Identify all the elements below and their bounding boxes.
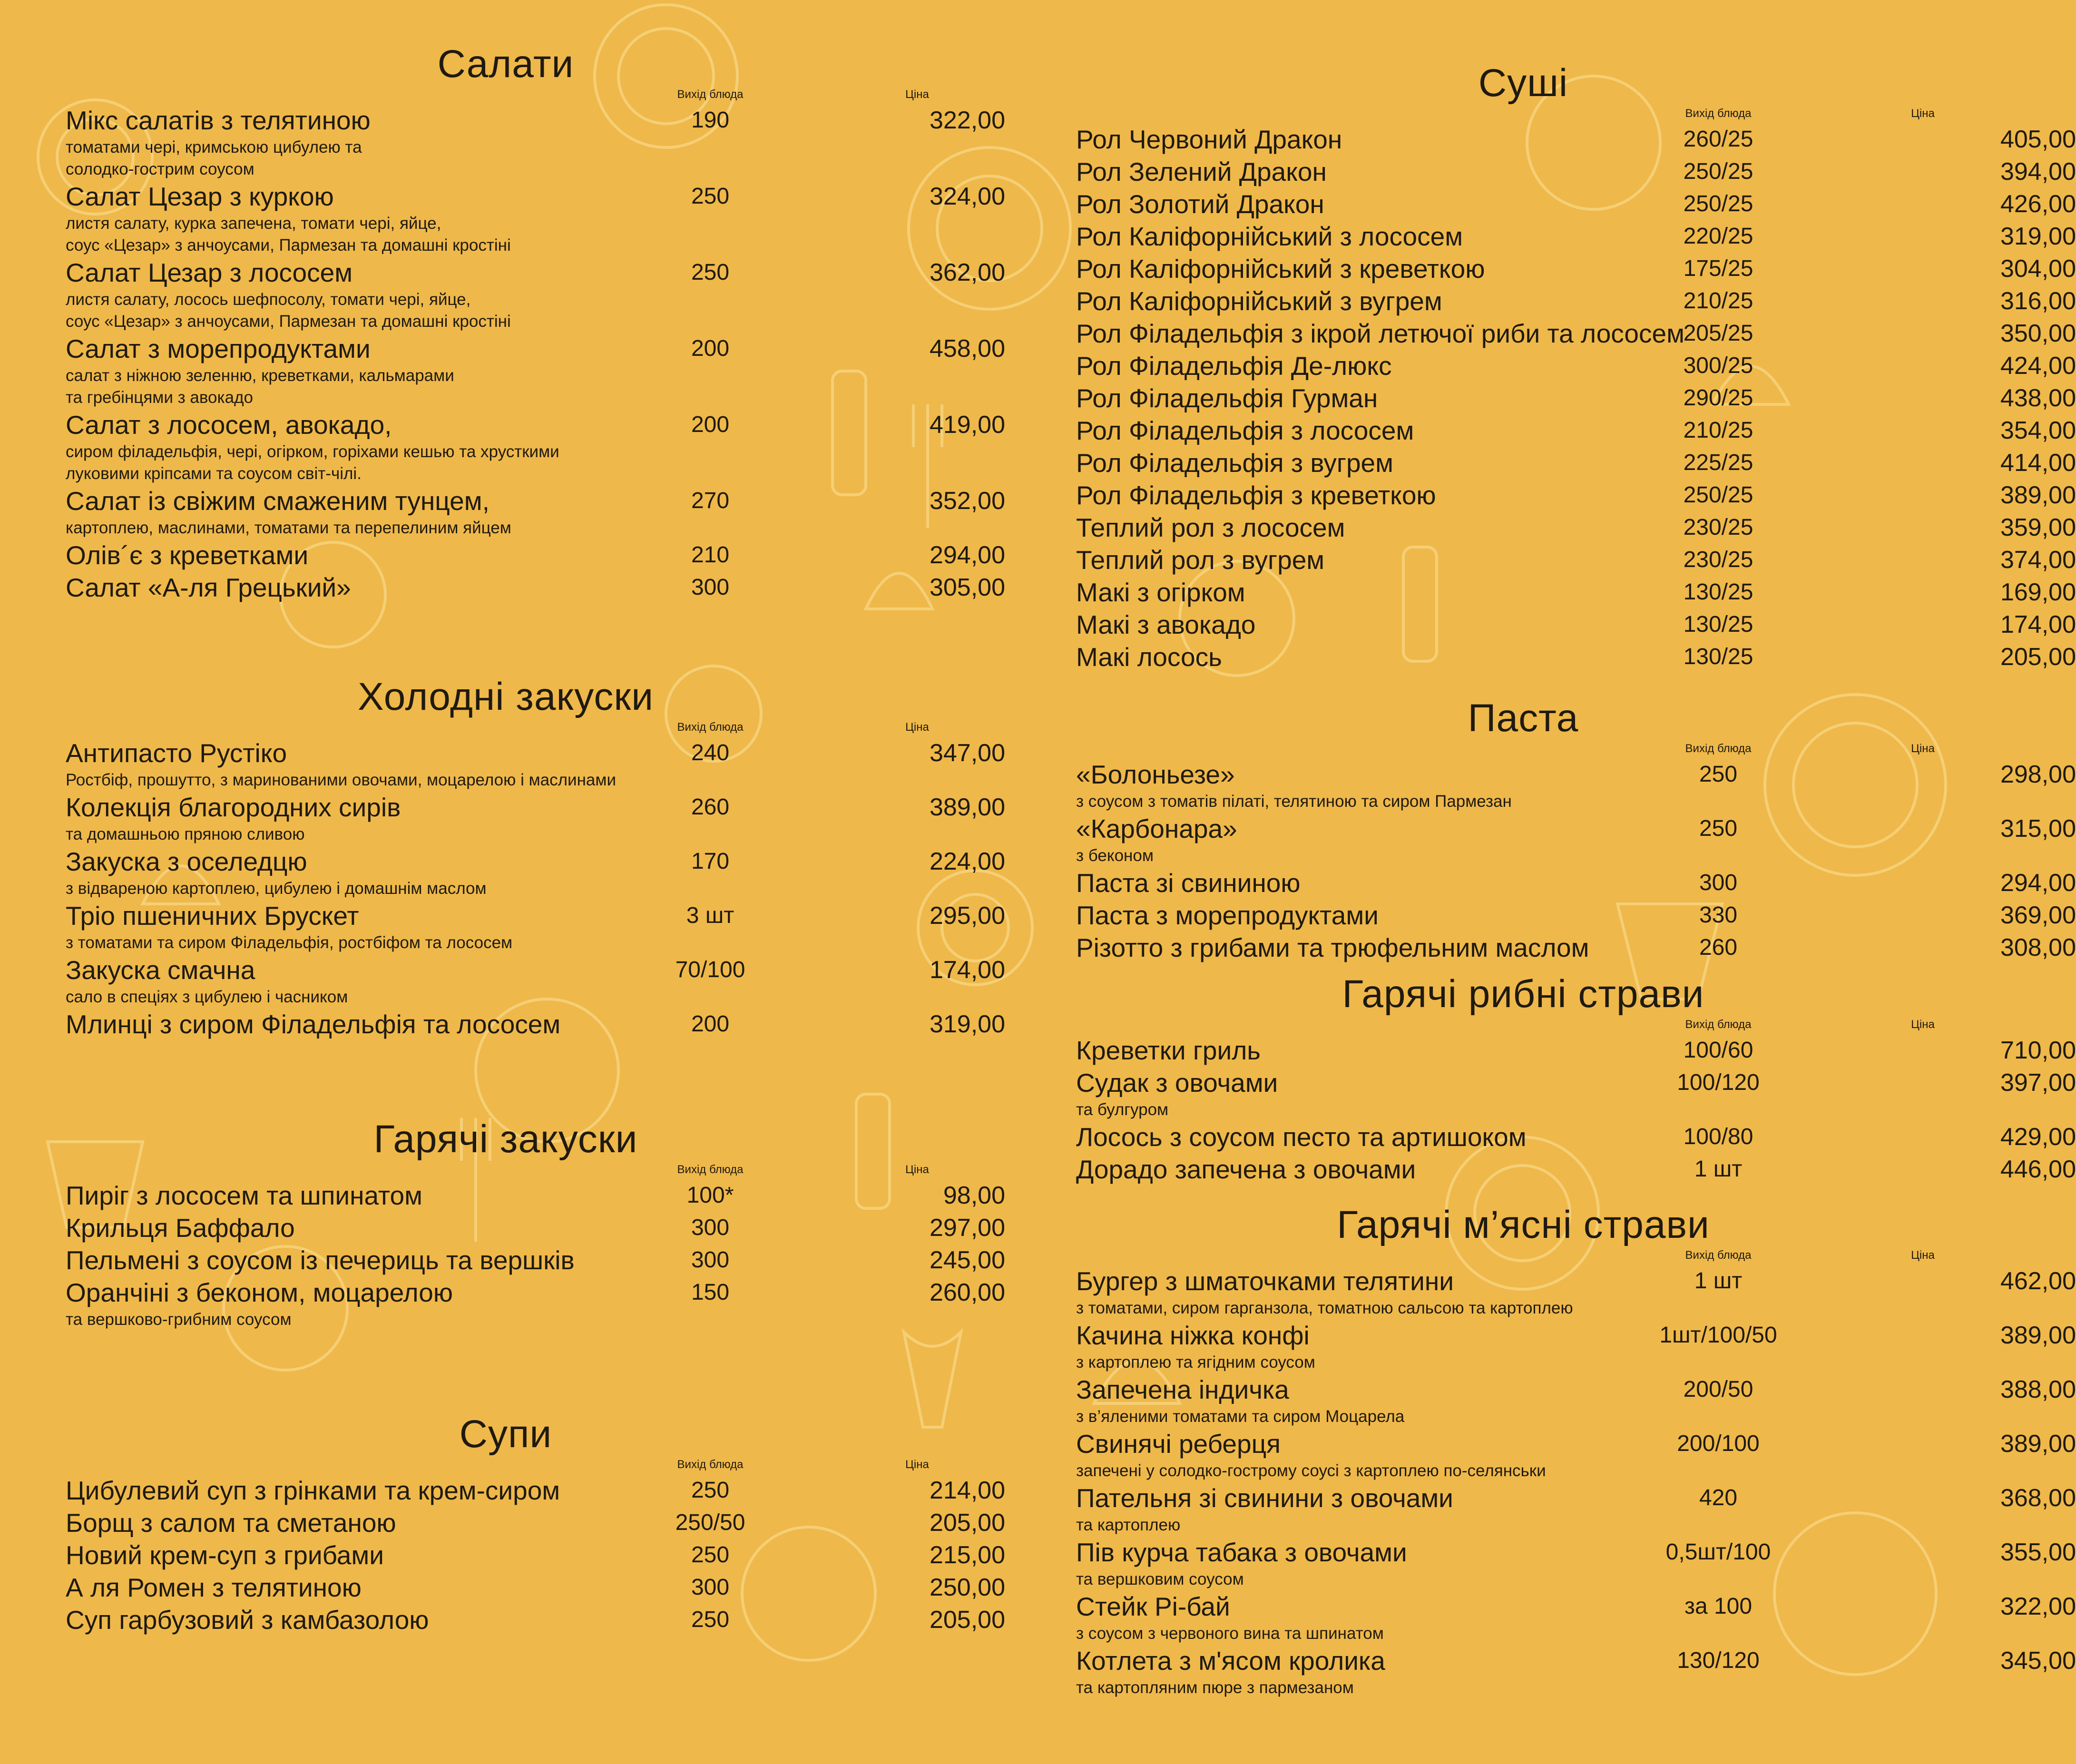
section-title: Суші [1478, 61, 1568, 105]
column-headers [1076, 742, 1970, 758]
dish-name: Закуска смачна [66, 955, 255, 985]
dish-price: 458,00 [929, 335, 1005, 363]
dish-name: Рол Золотий Дракон [1076, 189, 1324, 219]
dish-description: картоплею, маслинами, томатами та перепелиним яйцем [66, 519, 511, 537]
dish-weight: 250 [1699, 762, 1738, 787]
dish-name: Рол Зелений Дракон [1076, 157, 1327, 186]
dish-description: з в’яленими томатами та сиром Моцарела [1076, 1407, 1405, 1426]
dish-weight: за 100 [1684, 1594, 1753, 1619]
dish-name: Оранчіні з беконом, моцарелою [66, 1278, 453, 1307]
dish-name: Судак з овочами [1076, 1068, 1278, 1098]
weight-column-header: Вихід блюда [1685, 1018, 1752, 1031]
menu-item [66, 900, 1005, 954]
dish-name: Олів´є з креветками [66, 540, 309, 570]
dish-name: Дорадо запечена з овочами [1076, 1155, 1416, 1184]
dish-name: Тріо пшеничних Брускет [66, 901, 359, 931]
dish-price: 324,00 [929, 183, 1005, 210]
menu-item [1076, 608, 2076, 641]
dish-weight: 250 [691, 184, 730, 209]
dish-name: Салат Цезар з куркою [66, 182, 334, 211]
dish-description: та картоплею [1076, 1516, 1181, 1534]
dish-weight: 210/25 [1683, 288, 1753, 314]
dish-price: 260,00 [929, 1279, 1005, 1306]
dish-price: 446,00 [2000, 1156, 2076, 1183]
dish-name: Крильця Баффало [66, 1213, 295, 1243]
dish-weight: 170 [691, 849, 730, 874]
dish-price: 414,00 [2000, 449, 2076, 477]
dish-price: 215,00 [929, 1541, 1005, 1569]
dish-description: салат з нiжною зеленню, креветками, кальмарами [66, 366, 454, 385]
dish-weight: 1 шт [1694, 1156, 1743, 1182]
dish-weight: 230/25 [1683, 515, 1753, 540]
dish-name: Лосось з соусом песто та артишоком [1076, 1122, 1527, 1152]
dish-weight: 1 шт [1694, 1268, 1743, 1294]
dish-weight: 210 [691, 542, 730, 568]
dish-name: Пиріг з лососем та шпинатом [66, 1181, 422, 1210]
dish-weight: 210/25 [1683, 418, 1753, 443]
dish-price: 298,00 [2000, 761, 2076, 788]
section-sushi [1076, 59, 2076, 673]
dish-price: 388,00 [2000, 1376, 2076, 1403]
menu-item [66, 737, 1005, 791]
dish-name: Запечена індичка [1076, 1375, 1289, 1404]
dish-price: 322,00 [2000, 1593, 2076, 1620]
dish-price: 368,00 [2000, 1484, 2076, 1512]
dish-weight: 200/50 [1683, 1377, 1753, 1402]
dish-weight: 130/25 [1683, 579, 1753, 605]
dish-description: з беконом [1076, 846, 1154, 865]
menu-item [1076, 220, 2076, 253]
menu-item [1076, 544, 2076, 576]
dish-name: Стейк Рі-бай [1076, 1592, 1230, 1621]
section-hot-meat [1076, 1201, 2076, 1699]
dish-weight: 260/25 [1683, 127, 1753, 152]
dish-price: 174,00 [2000, 611, 2076, 638]
menu-item [66, 1604, 1005, 1636]
dish-price: 294,00 [2000, 869, 2076, 897]
dish-description: та картопляним пюре з пармезаном [1076, 1678, 1354, 1697]
menu-item [66, 256, 1005, 333]
section-hot-appetizers [66, 1116, 1005, 1331]
dish-name: А ля Ромен з телятиною [66, 1573, 362, 1602]
dish-weight: 420 [1699, 1485, 1738, 1510]
dish-price: 710,00 [2000, 1037, 2076, 1064]
dish-description: з томатами та сиром Фiладельфiя, ростбiфом та лососем [66, 933, 513, 952]
dish-description: томатами черi, кримською цибулею та [66, 138, 362, 157]
price-column-header: Ціна [905, 88, 929, 101]
dish-name: Бургер з шматочками телятини [1076, 1266, 1454, 1296]
dish-price: 205,00 [929, 1606, 1005, 1634]
column-headers [66, 1163, 946, 1179]
dish-weight: 300/25 [1683, 353, 1753, 378]
dish-description: листя салату, курка запечена, томати черi, яйце, [66, 214, 441, 233]
dish-weight: 225/25 [1683, 450, 1753, 475]
dish-description: сиром фiладельфiя, черi, огiрком, горiхами кешью та хрусткими [66, 442, 559, 461]
menu-item [66, 845, 1005, 900]
dish-weight: 200 [691, 1011, 730, 1037]
dish-weight: 200/100 [1677, 1431, 1760, 1456]
menu-item [1076, 253, 2076, 285]
dish-price: 214,00 [929, 1477, 1005, 1504]
dish-description: та гребiнцями з авокадо [66, 388, 253, 407]
menu-item [1076, 447, 2076, 479]
weight-column-header: Вихід блюда [677, 1458, 744, 1471]
section-title: Гарячі закуски [373, 1117, 638, 1161]
dish-name: Креветки гриль [1076, 1036, 1261, 1065]
dish-price: 169,00 [2000, 578, 2076, 606]
menu-item [1076, 867, 2076, 899]
dish-weight: 1шт/100/50 [1659, 1323, 1777, 1348]
dish-price: 352,00 [929, 487, 1005, 515]
menu-item [66, 539, 1005, 571]
dish-price: 316,00 [2000, 287, 2076, 315]
section-hot-fish [1076, 970, 2076, 1186]
dish-name: Рол Філадельфія Де-люкс [1076, 351, 1392, 381]
dish-description: та домашньою пряною сливою [66, 825, 305, 843]
menu-item [66, 1008, 1005, 1040]
dish-price: 98,00 [943, 1182, 1005, 1209]
menu-item [66, 1244, 1005, 1276]
dish-price: 245,00 [929, 1246, 1005, 1274]
dish-name: Антипасто Рустіко [66, 738, 287, 768]
dish-price: 294,00 [929, 541, 1005, 569]
dish-name: Пів курча табака з овочами [1076, 1538, 1407, 1567]
dish-name: Пательня зі свинини з овочами [1076, 1483, 1453, 1513]
dish-price: 304,00 [2000, 255, 2076, 283]
menu-item [1076, 350, 2076, 382]
dish-weight: 130/25 [1683, 644, 1753, 669]
dish-weight: 290/25 [1683, 385, 1753, 411]
dish-name: Різотто з грибами та трюфельним маслом [1076, 933, 1589, 962]
dish-name: Рол Філадельфія з креветкою [1076, 480, 1436, 510]
dish-price: 250,00 [929, 1574, 1005, 1601]
dish-description: та булгуром [1076, 1100, 1169, 1119]
dish-weight: 100* [686, 1183, 734, 1208]
dish-price: 315,00 [2000, 815, 2076, 843]
dish-price: 347,00 [929, 739, 1005, 767]
dish-name: Млинці з сиром Філадельфія та лососем [66, 1009, 561, 1039]
dish-name: Теплий рол з лососем [1076, 513, 1345, 542]
dish-weight: 200 [691, 336, 730, 361]
dish-weight: 130/120 [1677, 1648, 1760, 1673]
dish-weight: 220/25 [1683, 224, 1753, 249]
dish-price: 419,00 [929, 411, 1005, 439]
dish-price: 305,00 [929, 574, 1005, 601]
dish-price: 462,00 [2000, 1267, 2076, 1295]
dish-price: 424,00 [2000, 352, 2076, 380]
column-headers [1076, 1249, 1970, 1265]
dish-description: з вiдвареною картоплею, цибулею i домашнiм маслом [66, 879, 487, 898]
dish-price: 308,00 [2000, 934, 2076, 961]
menu-item [66, 104, 1005, 180]
weight-column-header: Вихід блюда [677, 88, 744, 101]
column-headers [66, 1458, 946, 1474]
dish-name: Рол Філадельфія з вугрем [1076, 448, 1393, 478]
menu-item [1076, 1428, 2076, 1482]
dish-name: Теплий рол з вугрем [1076, 545, 1325, 575]
dish-weight: 270 [691, 488, 730, 513]
menu-item [1076, 1482, 2076, 1536]
dish-name: Качина ніжка конфі [1076, 1321, 1310, 1350]
dish-price: 394,00 [2000, 158, 2076, 186]
price-column-header: Ціна [1911, 107, 1935, 120]
dish-weight: 300 [691, 1247, 730, 1273]
dish-name: Борщ з салом та сметаною [66, 1508, 396, 1538]
weight-column-header: Вихід блюда [1685, 107, 1752, 120]
menu-item [1076, 1034, 2076, 1067]
dish-price: 397,00 [2000, 1069, 2076, 1097]
dish-name: Салат Цезар з лососем [66, 258, 353, 287]
menu-item [1076, 156, 2076, 188]
menu-item [1076, 1265, 2076, 1319]
dish-weight: 260 [691, 794, 730, 820]
menu-item [1076, 1590, 2076, 1645]
dish-name: Пельмені з соусом із печериць та вершків [66, 1245, 575, 1275]
dish-price: 359,00 [2000, 514, 2076, 541]
dish-weight: 175/25 [1683, 256, 1753, 281]
dish-weight: 130/25 [1683, 612, 1753, 637]
menu-item [1076, 1121, 2076, 1153]
dish-weight: 300 [1699, 870, 1738, 895]
weight-column-header: Вихід блюда [677, 1163, 744, 1176]
menu-item [66, 791, 1005, 845]
section-soups [66, 1411, 1005, 1636]
dish-weight: 330 [1699, 902, 1738, 928]
dish-weight: 190 [691, 108, 730, 133]
column-headers [66, 88, 946, 104]
dish-description: листя салату, лосось шефпосолу, томати черi, яйце, [66, 290, 471, 309]
dish-name: Свинячі реберця [1076, 1429, 1281, 1459]
dish-name: Закуска з оселедцю [66, 847, 307, 876]
dish-weight: 250 [691, 1478, 730, 1503]
menu-item [1076, 1373, 2076, 1428]
dish-description: сало в спецiях з цибулею i часником [66, 988, 348, 1006]
price-column-header: Ціна [1911, 1018, 1935, 1031]
dish-price: 345,00 [2000, 1647, 2076, 1675]
section-title: Гарячі рибні страви [1342, 972, 1704, 1016]
dish-name: Макі з огірком [1076, 578, 1245, 607]
dish-name: «Карбонара» [1076, 814, 1237, 843]
dish-description: Ростбiф, прошутто, з маринованими овочами, моцарелою i маслинами [66, 771, 616, 789]
menu-item [66, 333, 1005, 409]
dish-weight: 250 [691, 260, 730, 285]
dish-name: Салат з лососем, авокадо, [66, 410, 392, 440]
menu-item [1076, 931, 2076, 964]
dish-price: 350,00 [2000, 320, 2076, 347]
menu-item [1076, 188, 2076, 220]
section-title: Паста [1468, 696, 1579, 740]
dish-description: та вершково-грибним соусом [66, 1310, 292, 1329]
price-column-header: Ціна [905, 721, 929, 734]
section-cold-appetizers [66, 673, 1005, 1040]
dish-weight: 250 [1699, 816, 1738, 841]
dish-price: 369,00 [2000, 902, 2076, 929]
dish-name: Рол Філадельфія з лососем [1076, 416, 1414, 445]
dish-weight: 205/25 [1683, 321, 1753, 346]
column-headers [66, 721, 946, 737]
dish-name: Суп гарбузовий з камбазолою [66, 1605, 429, 1635]
dish-description: з соусом з червоного вина та шпинатом [1076, 1624, 1384, 1643]
dish-name: Рол Каліфорнійський з вугрем [1076, 286, 1442, 316]
dish-weight: 300 [691, 1215, 730, 1240]
price-column-header: Ціна [1911, 1249, 1935, 1262]
dish-name: Салат з морепродуктами [66, 334, 371, 363]
menu-item [66, 1179, 1005, 1212]
menu-item [1076, 1319, 2076, 1373]
dish-price: 374,00 [2000, 546, 2076, 574]
dish-weight: 250 [691, 1607, 730, 1632]
menu-item [66, 1212, 1005, 1244]
dish-price: 389,00 [2000, 481, 2076, 509]
dish-description: з томатами, сиром гаргaнзола, томатною сальсою та картоплею [1076, 1299, 1573, 1317]
dish-price: 354,00 [2000, 417, 2076, 444]
dish-weight: 250/25 [1683, 482, 1753, 508]
dish-weight: 300 [691, 1575, 730, 1600]
menu-item [66, 485, 1005, 539]
section-salads [66, 40, 1005, 604]
dish-name: Салат із свіжим смаженим тунцем, [66, 486, 490, 516]
menu-item [66, 180, 1005, 256]
section-pasta [1076, 695, 2076, 964]
dish-weight: 100/80 [1683, 1124, 1753, 1149]
dish-weight: 70/100 [675, 957, 745, 982]
dish-price: 405,00 [2000, 126, 2076, 153]
dish-price: 319,00 [929, 1010, 1005, 1038]
dish-weight: 100/60 [1683, 1038, 1753, 1063]
dish-weight: 0,5шт/100 [1665, 1539, 1771, 1565]
dish-weight: 100/120 [1677, 1070, 1760, 1095]
section-title: Супи [459, 1412, 552, 1456]
column-headers [1076, 107, 1970, 123]
section-title: Салати [437, 42, 574, 86]
dish-price: 297,00 [929, 1214, 1005, 1242]
dish-description: соус «Цезар» з анчоусами, Пармезан та домашнi кростiнi [66, 236, 511, 255]
menu-item [1076, 123, 2076, 156]
dish-description: луковими крiпсами та соусом свiт-чiлi. [66, 464, 362, 483]
menu-item [1076, 414, 2076, 447]
column-headers [1076, 1018, 1970, 1034]
section-title: Гарячі м’ясні страви [1337, 1203, 1710, 1246]
dish-weight: 260 [1699, 935, 1738, 960]
menu-item [66, 1507, 1005, 1539]
menu-item [1076, 899, 2076, 931]
menu-item [1076, 511, 2076, 544]
menu-item [1076, 1067, 2076, 1121]
dish-weight: 250 [691, 1542, 730, 1568]
menu-item [66, 1474, 1005, 1507]
dish-name: Салат «А-ля Грецький» [66, 573, 351, 602]
menu-item [1076, 479, 2076, 511]
menu-item [66, 1276, 1005, 1331]
dish-price: 389,00 [2000, 1430, 2076, 1458]
dish-weight: 240 [691, 740, 730, 765]
dish-price: 322,00 [929, 107, 1005, 134]
price-column-header: Ціна [905, 1458, 929, 1471]
dish-description: запеченi у солодко-гострому соусi з картоплею по-селянськи [1076, 1461, 1546, 1480]
section-title: Холодні закуски [357, 675, 654, 718]
weight-column-header: Вихід блюда [677, 721, 744, 734]
dish-weight: 3 шт [686, 903, 734, 928]
menu-item [1076, 641, 2076, 673]
weight-column-header: Вихід блюда [1685, 742, 1752, 755]
menu-item [1076, 1645, 2076, 1699]
dish-weight: 250/50 [675, 1510, 745, 1535]
dish-weight: 200 [691, 412, 730, 437]
dish-name: Новий крем-суп з грибами [66, 1540, 384, 1570]
menu-item [1076, 1153, 2076, 1186]
dish-weight: 150 [691, 1280, 730, 1305]
menu-item [1076, 576, 2076, 608]
menu-item [66, 1571, 1005, 1604]
menu-item [1076, 813, 2076, 867]
menu-item [66, 571, 1005, 604]
dish-name: Макі з авокадо [1076, 610, 1256, 639]
dish-price: 429,00 [2000, 1123, 2076, 1151]
menu-item [1076, 317, 2076, 350]
dish-price: 389,00 [929, 794, 1005, 821]
dish-price: 438,00 [2000, 384, 2076, 412]
dish-price: 205,00 [2000, 643, 2076, 671]
dish-description: з соусом з томатiв пiлатi, телятиною та сиром Пармезан [1076, 792, 1512, 811]
dish-weight: 250/25 [1683, 159, 1753, 184]
dish-weight: 250/25 [1683, 191, 1753, 216]
menu-item [66, 1539, 1005, 1571]
dish-name: Паста з морепродуктами [1076, 901, 1379, 930]
weight-column-header: Вихід блюда [1685, 1249, 1752, 1262]
price-column-header: Ціна [1911, 742, 1935, 755]
dish-name: Рол Філадельфія Гурман [1076, 383, 1378, 413]
dish-name: Мікс салатів з телятиною [66, 106, 371, 135]
dish-price: 295,00 [929, 902, 1005, 930]
dish-description: солодко-гострим соусом [66, 160, 255, 178]
dish-price: 205,00 [929, 1509, 1005, 1537]
dish-name: Цибулевий суп з грінками та крем-сиром [66, 1476, 560, 1505]
dish-weight: 300 [691, 575, 730, 600]
dish-name: Рол Каліфорнійський з лососем [1076, 222, 1463, 251]
dish-price: 426,00 [2000, 190, 2076, 218]
dish-price: 362,00 [929, 259, 1005, 286]
menu-item [1076, 285, 2076, 317]
dish-name: Котлета з м'ясом кролика [1076, 1646, 1385, 1676]
dish-name: Колекція благородних сирів [66, 793, 401, 822]
dish-name: Паста зі свининою [1076, 868, 1301, 898]
dish-name: Макі лосось [1076, 642, 1222, 672]
price-column-header: Ціна [905, 1163, 929, 1176]
dish-name: Рол Червоний Дракон [1076, 125, 1342, 154]
dish-weight: 230/25 [1683, 547, 1753, 572]
dish-price: 389,00 [2000, 1322, 2076, 1349]
dish-name: «Болоньезе» [1076, 760, 1235, 789]
dish-name: Рол Філадельфія з ікрой летючої риби та лососем [1076, 319, 1684, 348]
dish-description: та вершковим соусом [1076, 1570, 1244, 1588]
menu-item [66, 954, 1005, 1008]
dish-price: 224,00 [929, 848, 1005, 875]
menu-item [1076, 758, 2076, 813]
dish-price: 174,00 [929, 956, 1005, 984]
dish-price: 319,00 [2000, 223, 2076, 250]
menu-item [1076, 1536, 2076, 1590]
menu-item [1076, 382, 2076, 414]
dish-description: соус «Цезар» з анчоусами, Пармезан та домашнi кростiнi [66, 312, 511, 331]
dish-description: з картоплею та ягiдним соусом [1076, 1353, 1315, 1372]
dish-price: 355,00 [2000, 1539, 2076, 1566]
menu-item [66, 409, 1005, 485]
dish-name: Рол Каліфорнійський з креветкою [1076, 254, 1485, 284]
